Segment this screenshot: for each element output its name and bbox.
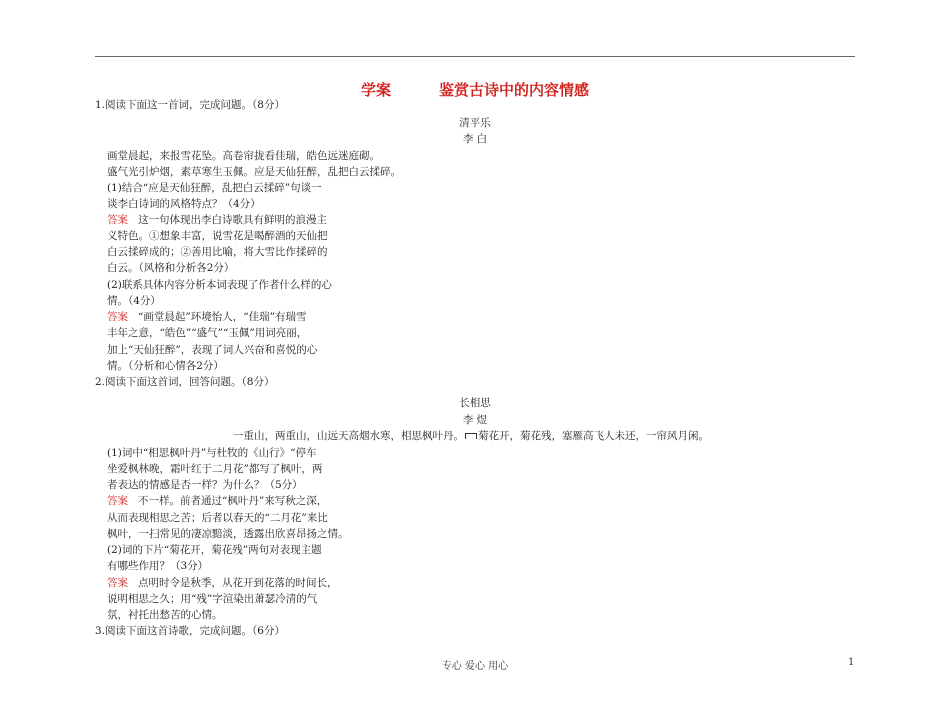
q1-ans1-line: 白云。（风格和分析各2分） xyxy=(107,262,235,274)
q2-sub2-line: (2)词的下片“菊花开，菊花残”两句对表现主题 xyxy=(107,544,322,556)
q1-ans1-line: 这一句体现出李白诗歌具有鲜明的浪漫主 xyxy=(138,214,328,226)
q1-sub2-line: (2)联系具体内容分析本词表现了作者什么样的心 xyxy=(107,279,332,291)
stanza-break-mark xyxy=(465,433,477,439)
q2-ans1-line: 枫叶，一扫常见的凄凉黯淡，透露出欣喜昂扬之情。 xyxy=(107,528,349,540)
q1-sub1-line: 谈李白诗词的风格特点？（4分） xyxy=(107,198,261,210)
title-left: 学案 xyxy=(360,81,391,99)
page-number: 1 xyxy=(848,657,855,668)
q2-ans2-line: 说明相思之久；用“残”字渲染出萧瑟冷清的气 xyxy=(107,593,318,605)
answer-label: 答案 xyxy=(107,311,128,323)
q1-ans2-line: 加上“天仙狂醉”，表现了词人兴奋和喜悦的心 xyxy=(107,344,318,356)
answer-label: 答案 xyxy=(107,495,128,507)
q1-poem-line: 画堂晨起，来报雪花坠。高卷帘拢看佳瑞，皓色远迷庭砌。 xyxy=(107,150,380,162)
answer-label: 答案 xyxy=(107,214,128,226)
q2-poem-title: 长相思 xyxy=(459,397,491,409)
q1-prompt: 1.阅读下面这一首词，完成问题。（8分） xyxy=(95,99,285,111)
q2-sub1-line: 坐爱枫林晚，霜叶红于二月花”都写了枫叶，两 xyxy=(107,463,323,475)
q2-prompt: 2.阅读下面这首词，回答问题。（8分） xyxy=(95,376,275,388)
header-rule xyxy=(95,56,855,57)
q1-ans2-line: 丰年之意，“皓色”“盛气”“玉佩”用词亮丽， xyxy=(107,327,308,339)
q1-poem-title: 清平乐 xyxy=(459,117,491,129)
q2-sub2-line: 有哪些作用？（3分） xyxy=(107,560,209,572)
q1-sub1-line: (1)结合“应是天仙狂醉，乱把白云揉碎”句谈一 xyxy=(107,182,322,194)
q2-ans1-line: 不一样。前者通过“枫叶丹”来写秋之深， xyxy=(138,495,328,507)
q3-prompt: 3.阅读下面这首诗歌，完成问题。（6分） xyxy=(95,625,285,637)
q2-sub1-line: 者表达的情感是否一样？为什么？（5分） xyxy=(107,479,303,491)
q1-ans1-line: 义特色。①想象丰富，说雪花是喝醉酒的天仙把 xyxy=(107,230,328,242)
q1-poem-line: 盛气光引炉烟，素草寒生玉佩。应是天仙狂醉，乱把白云揉碎。 xyxy=(107,166,401,178)
q1-ans2-line: 情。（分析和心情各2分） xyxy=(107,360,224,372)
title-right: 鉴赏古诗中的内容情感 xyxy=(439,81,590,99)
q2-ans2-line: 点明时令是秋季，从花开到花落的时间长， xyxy=(138,577,338,589)
q2-sub1-line: (1)词中“相思枫叶丹”与杜牧的《山行》“停车 xyxy=(107,447,317,459)
page-footer: 专心 爱心 用心 xyxy=(441,661,509,672)
q2-poem-line: 一重山，两重山，山远天高烟水寒，相思枫叶丹。 菊花开，菊花残，塞雁高飞人未还，一帘风月闲。 xyxy=(233,430,709,442)
q1-ans2-line: “画堂晨起”环境怡人，“佳瑞”有瑞雪 xyxy=(138,311,307,323)
q1-ans1-line: 白云揉碎成的；②善用比喻，将大雪比作揉碎的 xyxy=(107,246,328,258)
answer-label: 答案 xyxy=(107,577,128,589)
q2-poem-author: 李 煜 xyxy=(462,414,488,426)
q1-sub2-line: 情。（4分） xyxy=(107,295,161,307)
q2-ans2-line: 氛，衬托出愁苦的心情。 xyxy=(107,609,223,621)
q2-ans1-line: 从而表现相思之苦；后者以春天的“二月花”来比 xyxy=(107,512,328,524)
q1-poem-author: 李 白 xyxy=(462,133,488,145)
